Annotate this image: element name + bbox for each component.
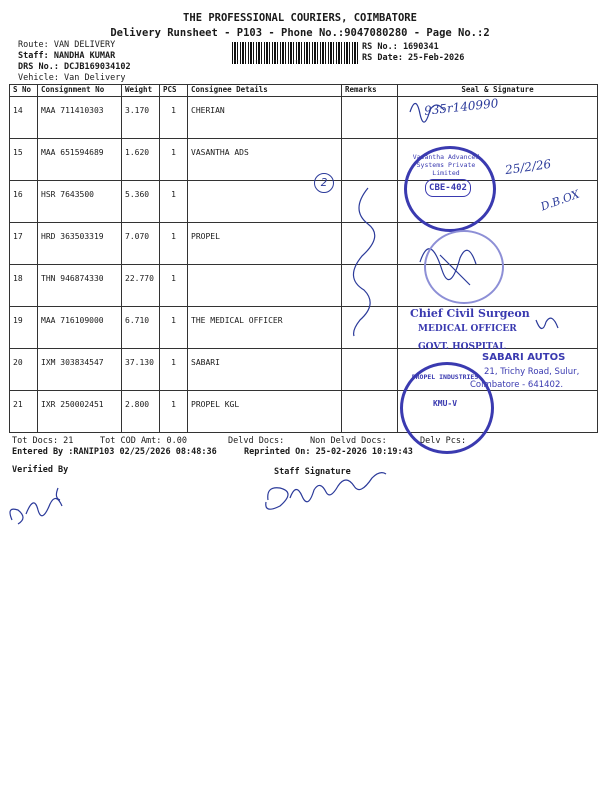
drs-number: DRS No.: DCJB169034102 <box>18 62 131 72</box>
non-delivered-docs: Non Delvd Docs: <box>310 436 387 446</box>
cell-consignee: SABARI <box>188 349 342 391</box>
cell-weight: 22.770 <box>122 265 160 307</box>
cell-pcs: 1 <box>160 139 188 181</box>
cell-consignment: IXR 250002451 <box>38 391 122 433</box>
faint-stamp-circle <box>424 230 504 304</box>
stamp-medical-line3: GOVT. HOSPITAL <box>418 342 506 352</box>
cell-consignee: VASANTHA ADS <box>188 139 342 181</box>
cell-sno: 14 <box>10 97 38 139</box>
stamp-center-code: CBE-402 <box>425 179 471 197</box>
staff-label: Staff: NANDHA KUMAR <box>18 51 116 61</box>
cell-sno: 20 <box>10 349 38 391</box>
circled-mark: 2 <box>314 173 334 193</box>
total-docs: Tot Docs: 21 <box>12 436 74 446</box>
cell-sno: 18 <box>10 265 38 307</box>
signature-staff <box>266 473 386 510</box>
stamp-propel-text: PROPEL INDUSTRIES <box>411 373 479 381</box>
cell-sno: 19 <box>10 307 38 349</box>
signature-row19 <box>536 318 558 328</box>
cell-sno: 17 <box>10 223 38 265</box>
route-label: Route: VAN DELIVERY <box>18 40 116 50</box>
cell-consignment: HSR 7643500 <box>38 181 122 223</box>
propel-stamp-circle <box>400 362 494 454</box>
rs-number: RS No.: 1690341 <box>362 42 439 52</box>
stamp-propel-center: KMU-V <box>432 399 458 408</box>
cell-weight: 37.130 <box>122 349 160 391</box>
signature-row14 <box>410 103 444 122</box>
col-seal: Seal & Signature <box>398 85 598 97</box>
cell-weight: 5.360 <box>122 181 160 223</box>
cell-weight: 7.070 <box>122 223 160 265</box>
company-stamp-circle <box>404 146 496 232</box>
vehicle-label: Vehicle: Van Delivery <box>18 73 126 83</box>
cell-weight: 6.710 <box>122 307 160 349</box>
reprinted-on: Reprinted On: 25-02-2026 10:19:43 <box>244 447 413 457</box>
delivered-pcs: Delv Pcs: <box>420 436 467 446</box>
verified-by-label: Verified By <box>12 465 69 475</box>
cell-weight: 2.800 <box>122 391 160 433</box>
cell-pcs: 1 <box>160 307 188 349</box>
col-weight: Weight <box>122 85 160 97</box>
cell-pcs: 1 <box>160 97 188 139</box>
cell-pcs: 1 <box>160 181 188 223</box>
entered-by: Entered By :RANIP103 02/25/2026 08:48:36 <box>12 447 217 457</box>
rs-date: RS Date: 25-Feb-2026 <box>362 53 465 63</box>
stamp-medical-line1: Chief Civil Surgeon <box>410 307 530 320</box>
stamp-company-name: Vasantha Advanced Systems Private Limited <box>412 153 480 177</box>
cell-pcs: 1 <box>160 349 188 391</box>
cell-consignment: MAA 716109000 <box>38 307 122 349</box>
runsheet-subtitle: Delivery Runsheet - P103 - Phone No.:9047080280 - Page No.:2 <box>110 27 490 39</box>
cell-pcs: 1 <box>160 265 188 307</box>
stamp-medical-line2: MEDICAL OFFICER <box>418 324 517 334</box>
cell-consignee: CHERIAN <box>188 97 342 139</box>
signature-verified <box>10 488 62 524</box>
cell-pcs: 1 <box>160 391 188 433</box>
cell-consignee: PROPEL KGL <box>188 391 342 433</box>
remarks-bracket <box>353 188 374 336</box>
stamp-sabari-addr1: 21, Trichy Road, Sulur, <box>484 367 580 377</box>
cell-sno: 21 <box>10 391 38 433</box>
col-consignee: Consignee Details <box>188 85 342 97</box>
cell-consignment: HRD 363503319 <box>38 223 122 265</box>
col-sno: S No <box>10 85 38 97</box>
total-cod: Tot COD Amt: 0.00 <box>100 436 187 446</box>
cell-consignment: MAA 651594689 <box>38 139 122 181</box>
handwritten-note-row14: 935r140990 <box>423 96 499 118</box>
cell-sno: 15 <box>10 139 38 181</box>
cell-pcs: 1 <box>160 223 188 265</box>
handwritten-date-row15: 25/2/26 <box>504 156 553 178</box>
cell-consignment: MAA 711410303 <box>38 97 122 139</box>
cell-consignment: IXM 303834547 <box>38 349 122 391</box>
handwritten-note-row16: D.B.OX <box>538 187 582 214</box>
cell-weight: 3.170 <box>122 97 160 139</box>
col-consignment: Consignment No <box>38 85 122 97</box>
cell-sno: 16 <box>10 181 38 223</box>
col-remarks: Remarks <box>342 85 398 97</box>
delivered-docs: Delvd Docs: <box>228 436 285 446</box>
cell-consignment: THN 946874330 <box>38 265 122 307</box>
cell-weight: 1.620 <box>122 139 160 181</box>
stamp-sabari-addr2: Coimbatore - 641402. <box>470 380 564 390</box>
stamp-sabari-name: SABARI AUTOS <box>482 352 566 363</box>
col-pcs: PCS <box>160 85 188 97</box>
staff-signature-label: Staff Signature <box>274 467 351 477</box>
company-title: THE PROFESSIONAL COURIERS, COIMBATORE <box>183 12 417 24</box>
cell-consignee: THE MEDICAL OFFICER <box>188 307 342 349</box>
cell-consignee: PROPEL <box>188 223 342 265</box>
